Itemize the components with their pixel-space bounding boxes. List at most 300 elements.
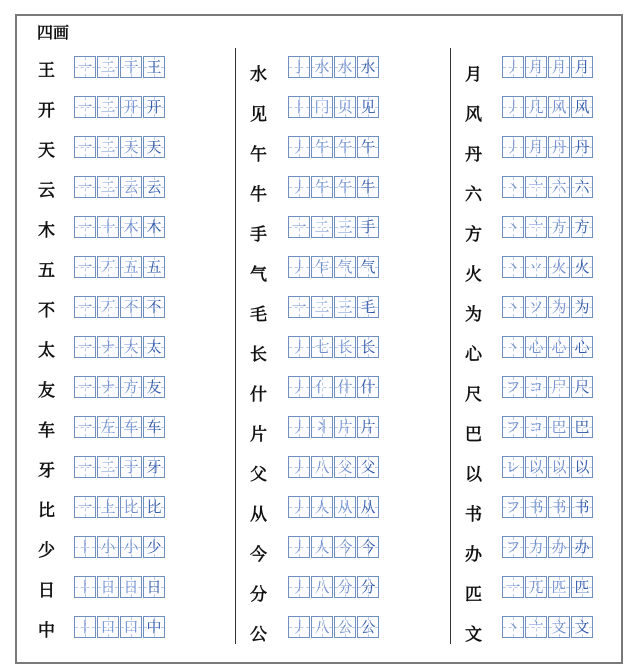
stroke-step-cell xyxy=(571,376,593,398)
stroke-step-cell xyxy=(311,376,333,398)
character-label: 中 xyxy=(38,621,55,641)
stroke-step-cell xyxy=(97,256,119,278)
character-label: 月 xyxy=(465,65,482,85)
stroke-step-glyph: 父 xyxy=(337,458,353,476)
stroke-step-glyph: 午 xyxy=(314,138,330,156)
stroke-step-glyph: 午 xyxy=(337,178,353,196)
stroke-step-glyph: ソ xyxy=(528,298,544,316)
character-label: 今 xyxy=(250,545,267,565)
stroke-step-glyph: 日 xyxy=(100,578,116,596)
stroke-step-cell xyxy=(502,576,524,598)
character-label: 心 xyxy=(465,345,482,365)
stroke-step-glyph: 云 xyxy=(123,178,139,196)
stroke-step-cell xyxy=(357,496,379,518)
stroke-step-glyph: 比 xyxy=(146,498,162,516)
stroke-step-glyph: 书 xyxy=(551,498,567,516)
stroke-order-boxes xyxy=(288,96,380,118)
stroke-step-cell xyxy=(97,576,119,598)
stroke-step-cell xyxy=(311,56,333,78)
stroke-step-glyph: 丶 xyxy=(505,618,521,636)
stroke-order-boxes xyxy=(288,576,380,598)
stroke-step-glyph: 父 xyxy=(360,458,376,476)
stroke-step-cell xyxy=(571,576,593,598)
character-label: 牙 xyxy=(38,461,55,481)
stroke-order-boxes xyxy=(288,256,380,278)
stroke-step-cell xyxy=(311,536,333,558)
stroke-step-cell xyxy=(525,536,547,558)
stroke-step-cell xyxy=(288,96,310,118)
stroke-step-cell xyxy=(74,256,96,278)
stroke-step-glyph: 车 xyxy=(146,418,162,436)
stroke-step-cell xyxy=(120,296,142,318)
stroke-step-glyph: 毛 xyxy=(360,298,376,316)
stroke-step-glyph: 丹 xyxy=(574,138,590,156)
stroke-step-glyph: 火 xyxy=(574,258,590,276)
stroke-step-glyph: 六 xyxy=(551,178,567,196)
stroke-step-cell xyxy=(334,296,356,318)
stroke-step-cell xyxy=(143,256,165,278)
stroke-step-glyph: 丶 xyxy=(505,258,521,276)
stroke-step-cell xyxy=(311,576,333,598)
character-label: 为 xyxy=(465,305,482,325)
character-label: 丹 xyxy=(465,145,482,165)
character-label: 手 xyxy=(250,225,267,245)
stroke-step-glyph: 二 xyxy=(100,58,116,76)
stroke-order-boxes xyxy=(502,496,594,518)
stroke-step-cell xyxy=(120,336,142,358)
stroke-step-glyph: 二 xyxy=(314,298,330,316)
stroke-step-cell xyxy=(288,456,310,478)
stroke-step-glyph: 二 xyxy=(100,138,116,156)
stroke-step-cell xyxy=(548,576,570,598)
stroke-step-glyph: 三 xyxy=(337,298,353,316)
stroke-step-glyph: 心 xyxy=(528,338,544,356)
stroke-order-boxes xyxy=(288,136,380,158)
stroke-step-glyph: 今 xyxy=(337,538,353,556)
stroke-order-boxes xyxy=(74,56,166,78)
stroke-step-glyph: 不 xyxy=(123,298,139,316)
stroke-step-cell xyxy=(97,296,119,318)
stroke-step-glyph: 少 xyxy=(146,538,162,556)
character-label: 方 xyxy=(465,225,482,245)
stroke-step-cell xyxy=(525,176,547,198)
stroke-step-cell xyxy=(311,456,333,478)
stroke-step-cell xyxy=(120,456,142,478)
stroke-step-cell xyxy=(334,496,356,518)
stroke-step-cell xyxy=(288,176,310,198)
stroke-step-cell xyxy=(334,176,356,198)
stroke-step-glyph: 开 xyxy=(123,98,139,116)
stroke-step-glyph: 不 xyxy=(146,298,162,316)
character-label: 太 xyxy=(38,341,55,361)
character-label: 办 xyxy=(465,545,482,565)
stroke-step-cell xyxy=(120,416,142,438)
stroke-step-glyph: 一 xyxy=(77,138,93,156)
stroke-step-glyph: 丷 xyxy=(528,258,544,276)
character-label: 开 xyxy=(38,101,55,121)
stroke-order-boxes xyxy=(288,216,380,238)
character-label: 长 xyxy=(250,345,267,365)
stroke-step-cell xyxy=(288,616,310,638)
stroke-step-cell xyxy=(97,416,119,438)
stroke-step-glyph: 什 xyxy=(360,378,376,396)
stroke-step-glyph: 亠 xyxy=(528,178,544,196)
stroke-step-glyph: 丿 xyxy=(291,378,307,396)
stroke-step-glyph: フ xyxy=(505,418,521,436)
stroke-step-glyph: 文 xyxy=(551,618,567,636)
stroke-step-cell xyxy=(502,176,524,198)
stroke-step-glyph: 午 xyxy=(314,178,330,196)
stroke-step-cell xyxy=(120,56,142,78)
stroke-step-glyph: 一 xyxy=(77,218,93,236)
stroke-step-glyph: 火 xyxy=(551,258,567,276)
stroke-step-glyph: 巴 xyxy=(551,418,567,436)
stroke-step-cell xyxy=(143,296,165,318)
stroke-step-cell xyxy=(548,496,570,518)
stroke-step-cell xyxy=(74,536,96,558)
stroke-order-boxes xyxy=(502,456,594,478)
stroke-step-cell xyxy=(357,536,379,558)
stroke-step-cell xyxy=(288,536,310,558)
stroke-step-cell xyxy=(548,256,570,278)
character-label: 少 xyxy=(38,541,55,561)
stroke-step-cell xyxy=(357,136,379,158)
stroke-step-glyph: 口 xyxy=(100,618,116,636)
stroke-order-boxes xyxy=(74,456,166,478)
stroke-step-glyph: 一 xyxy=(291,218,307,236)
stroke-step-cell xyxy=(74,56,96,78)
stroke-step-cell xyxy=(143,56,165,78)
stroke-step-glyph: 亻 xyxy=(314,378,330,396)
stroke-step-glyph: 丶 xyxy=(505,178,521,196)
column-divider-1 xyxy=(235,48,236,644)
stroke-step-glyph: 天 xyxy=(123,138,139,156)
stroke-step-cell xyxy=(548,56,570,78)
stroke-order-boxes xyxy=(288,296,380,318)
stroke-order-boxes xyxy=(288,376,380,398)
stroke-step-cell xyxy=(502,216,524,238)
stroke-step-cell xyxy=(502,96,524,118)
stroke-step-glyph: 办 xyxy=(551,538,567,556)
stroke-step-glyph: 丿 xyxy=(291,138,307,156)
character-label: 父 xyxy=(250,465,267,485)
stroke-step-cell xyxy=(525,456,547,478)
stroke-step-glyph: 巴 xyxy=(574,418,590,436)
stroke-step-glyph: 木 xyxy=(123,218,139,236)
stroke-order-boxes xyxy=(74,336,166,358)
stroke-step-cell xyxy=(97,496,119,518)
stroke-step-glyph: 丆 xyxy=(100,258,116,276)
stroke-step-cell xyxy=(97,136,119,158)
stroke-step-glyph: 友 xyxy=(146,378,162,396)
stroke-order-boxes xyxy=(502,136,594,158)
stroke-step-glyph: フ xyxy=(505,498,521,516)
stroke-step-glyph: 二 xyxy=(314,218,330,236)
stroke-step-cell xyxy=(502,136,524,158)
stroke-step-cell xyxy=(288,376,310,398)
stroke-step-glyph: 几 xyxy=(528,98,544,116)
stroke-step-cell xyxy=(502,616,524,638)
stroke-step-glyph: 左 xyxy=(100,418,116,436)
stroke-step-cell xyxy=(74,336,96,358)
stroke-step-cell xyxy=(288,216,310,238)
character-label: 不 xyxy=(38,301,55,321)
stroke-order-boxes xyxy=(502,576,594,598)
stroke-step-glyph: 一 xyxy=(77,98,93,116)
stroke-step-cell xyxy=(334,376,356,398)
stroke-step-glyph: ナ xyxy=(100,338,116,356)
stroke-order-boxes xyxy=(74,136,166,158)
stroke-step-glyph: 大 xyxy=(123,338,139,356)
stroke-step-glyph: 丿 xyxy=(505,138,521,156)
stroke-step-cell xyxy=(97,96,119,118)
stroke-step-cell xyxy=(502,496,524,518)
stroke-step-cell xyxy=(548,136,570,158)
character-label: 五 xyxy=(38,261,55,281)
stroke-step-glyph: 丿 xyxy=(291,258,307,276)
stroke-order-boxes xyxy=(288,536,380,558)
stroke-order-boxes xyxy=(288,336,380,358)
stroke-step-cell xyxy=(120,216,142,238)
character-label: 风 xyxy=(465,105,482,125)
character-label: 什 xyxy=(250,385,267,405)
stroke-step-glyph: 为 xyxy=(551,298,567,316)
stroke-step-glyph: 方 xyxy=(551,218,567,236)
stroke-step-cell xyxy=(334,96,356,118)
stroke-step-glyph: 分 xyxy=(337,578,353,596)
stroke-step-glyph: 片 xyxy=(360,418,376,436)
stroke-step-cell xyxy=(143,336,165,358)
stroke-step-cell xyxy=(525,96,547,118)
stroke-step-glyph: 方 xyxy=(123,378,139,396)
stroke-step-glyph: 一 xyxy=(77,178,93,196)
stroke-step-cell xyxy=(311,496,333,518)
stroke-step-cell xyxy=(311,96,333,118)
stroke-step-cell xyxy=(502,416,524,438)
stroke-order-boxes xyxy=(502,296,594,318)
stroke-step-cell xyxy=(571,336,593,358)
stroke-step-cell xyxy=(97,216,119,238)
character-label: 比 xyxy=(38,501,55,521)
stroke-step-glyph: 中 xyxy=(146,618,162,636)
stroke-step-cell xyxy=(143,216,165,238)
stroke-step-glyph: 长 xyxy=(360,338,376,356)
stroke-step-glyph: 丿 xyxy=(291,178,307,196)
stroke-step-glyph: 午 xyxy=(337,138,353,156)
stroke-step-cell xyxy=(97,536,119,558)
stroke-step-cell xyxy=(74,496,96,518)
stroke-step-cell xyxy=(571,216,593,238)
stroke-order-boxes xyxy=(502,376,594,398)
stroke-step-glyph: 今 xyxy=(360,538,376,556)
stroke-order-boxes xyxy=(502,56,594,78)
stroke-step-glyph: 丿 xyxy=(291,578,307,596)
stroke-step-cell xyxy=(311,176,333,198)
stroke-step-glyph: 亠 xyxy=(528,218,544,236)
page-title: 四画 xyxy=(37,23,70,42)
stroke-step-glyph: 匹 xyxy=(551,578,567,596)
stroke-step-glyph: 太 xyxy=(146,338,162,356)
stroke-step-cell xyxy=(525,256,547,278)
stroke-step-glyph: 风 xyxy=(574,98,590,116)
stroke-step-glyph: 风 xyxy=(551,98,567,116)
stroke-order-boxes xyxy=(74,496,166,518)
character-label: 文 xyxy=(465,625,482,645)
stroke-order-boxes xyxy=(288,176,380,198)
stroke-step-cell xyxy=(120,536,142,558)
stroke-step-cell xyxy=(97,176,119,198)
character-label: 六 xyxy=(465,185,482,205)
stroke-step-cell xyxy=(143,376,165,398)
stroke-step-glyph: 丿 xyxy=(291,498,307,516)
stroke-step-glyph: 一 xyxy=(77,258,93,276)
stroke-step-glyph: 什 xyxy=(337,378,353,396)
character-label: 车 xyxy=(38,421,55,441)
character-label: 水 xyxy=(250,65,267,85)
stroke-step-glyph: 丬 xyxy=(314,418,330,436)
stroke-step-glyph: 公 xyxy=(337,618,353,636)
stroke-step-glyph: 文 xyxy=(574,618,590,636)
stroke-step-cell xyxy=(97,56,119,78)
stroke-step-glyph: 一 xyxy=(77,418,93,436)
stroke-step-glyph: 水 xyxy=(314,58,330,76)
stroke-order-boxes xyxy=(74,256,166,278)
stroke-step-cell xyxy=(357,336,379,358)
stroke-step-cell xyxy=(525,616,547,638)
stroke-step-cell xyxy=(120,496,142,518)
character-label: 公 xyxy=(250,625,267,645)
stroke-step-glyph: 心 xyxy=(551,338,567,356)
stroke-step-cell xyxy=(548,536,570,558)
stroke-order-boxes xyxy=(502,176,594,198)
stroke-step-cell xyxy=(548,616,570,638)
stroke-step-cell xyxy=(334,56,356,78)
character-label: 午 xyxy=(250,145,267,165)
stroke-order-boxes xyxy=(288,456,380,478)
stroke-step-glyph: 二 xyxy=(100,98,116,116)
character-label: 毛 xyxy=(250,305,267,325)
stroke-step-glyph: 方 xyxy=(574,218,590,236)
stroke-order-boxes xyxy=(288,616,380,638)
stroke-step-glyph: 公 xyxy=(360,618,376,636)
column-divider-2 xyxy=(450,48,451,644)
stroke-step-cell xyxy=(334,456,356,478)
stroke-step-glyph: 十 xyxy=(100,218,116,236)
stroke-step-cell xyxy=(525,576,547,598)
stroke-step-cell xyxy=(357,416,379,438)
stroke-step-glyph: コ xyxy=(528,418,544,436)
stroke-step-glyph: 见 xyxy=(360,98,376,116)
stroke-step-glyph: 人 xyxy=(314,538,330,556)
stroke-step-glyph: 一 xyxy=(77,458,93,476)
stroke-step-glyph: 七 xyxy=(314,338,330,356)
stroke-step-glyph: 以 xyxy=(528,458,544,476)
stroke-step-glyph: 手 xyxy=(360,218,376,236)
stroke-step-cell xyxy=(311,296,333,318)
stroke-step-cell xyxy=(502,296,524,318)
stroke-order-boxes xyxy=(288,56,380,78)
stroke-step-cell xyxy=(571,616,593,638)
stroke-step-glyph: コ xyxy=(528,378,544,396)
stroke-step-glyph: 木 xyxy=(146,218,162,236)
stroke-step-cell xyxy=(502,536,524,558)
stroke-order-boxes xyxy=(74,216,166,238)
stroke-step-glyph: 从 xyxy=(360,498,376,516)
stroke-step-glyph: 牙 xyxy=(146,458,162,476)
stroke-step-glyph: 亅 xyxy=(291,58,307,76)
stroke-step-cell xyxy=(288,136,310,158)
stroke-step-glyph: 人 xyxy=(314,498,330,516)
stroke-step-glyph: 牛 xyxy=(360,178,376,196)
stroke-step-cell xyxy=(571,136,593,158)
stroke-step-cell xyxy=(288,336,310,358)
stroke-step-cell xyxy=(97,376,119,398)
stroke-step-cell xyxy=(548,416,570,438)
stroke-step-cell xyxy=(571,456,593,478)
stroke-step-cell xyxy=(334,336,356,358)
stroke-step-cell xyxy=(502,336,524,358)
stroke-step-glyph: レ xyxy=(505,458,521,476)
stroke-order-boxes xyxy=(74,296,166,318)
stroke-order-boxes xyxy=(502,336,594,358)
stroke-order-boxes xyxy=(74,176,166,198)
stroke-step-cell xyxy=(143,496,165,518)
stroke-step-glyph: 二 xyxy=(100,458,116,476)
stroke-step-glyph: 丿 xyxy=(291,458,307,476)
stroke-step-cell xyxy=(357,216,379,238)
stroke-step-glyph: 日 xyxy=(123,578,139,596)
character-label: 木 xyxy=(38,221,55,241)
stroke-step-glyph: 王 xyxy=(146,58,162,76)
stroke-step-glyph: 一 xyxy=(77,498,93,516)
stroke-step-glyph: ナ xyxy=(100,378,116,396)
stroke-step-cell xyxy=(502,56,524,78)
stroke-step-cell xyxy=(97,616,119,638)
stroke-step-glyph: 丶 xyxy=(505,298,521,316)
stroke-step-cell xyxy=(334,536,356,558)
stroke-step-cell xyxy=(548,296,570,318)
stroke-step-cell xyxy=(120,256,142,278)
stroke-step-cell xyxy=(120,136,142,158)
stroke-step-glyph: 小 xyxy=(123,538,139,556)
stroke-step-glyph: 开 xyxy=(146,98,162,116)
stroke-order-boxes xyxy=(288,416,380,438)
stroke-step-glyph: 口 xyxy=(123,618,139,636)
stroke-step-cell xyxy=(120,376,142,398)
stroke-order-boxes xyxy=(502,96,594,118)
stroke-step-cell xyxy=(334,136,356,158)
stroke-step-cell xyxy=(74,136,96,158)
stroke-step-cell xyxy=(548,376,570,398)
stroke-step-glyph: 亠 xyxy=(528,618,544,636)
stroke-step-glyph: 丿 xyxy=(291,538,307,556)
stroke-step-glyph: 以 xyxy=(551,458,567,476)
stroke-order-boxes xyxy=(502,536,594,558)
stroke-step-cell xyxy=(525,496,547,518)
stroke-step-cell xyxy=(548,336,570,358)
stroke-step-cell xyxy=(143,536,165,558)
stroke-step-cell xyxy=(525,376,547,398)
character-label: 从 xyxy=(250,505,267,525)
stroke-step-cell xyxy=(288,496,310,518)
stroke-order-boxes xyxy=(74,96,166,118)
stroke-step-glyph: 以 xyxy=(574,458,590,476)
stroke-step-cell xyxy=(120,576,142,598)
stroke-step-glyph: 丆 xyxy=(100,298,116,316)
stroke-step-glyph: 三 xyxy=(337,218,353,236)
stroke-step-cell xyxy=(334,216,356,238)
stroke-step-cell xyxy=(548,216,570,238)
